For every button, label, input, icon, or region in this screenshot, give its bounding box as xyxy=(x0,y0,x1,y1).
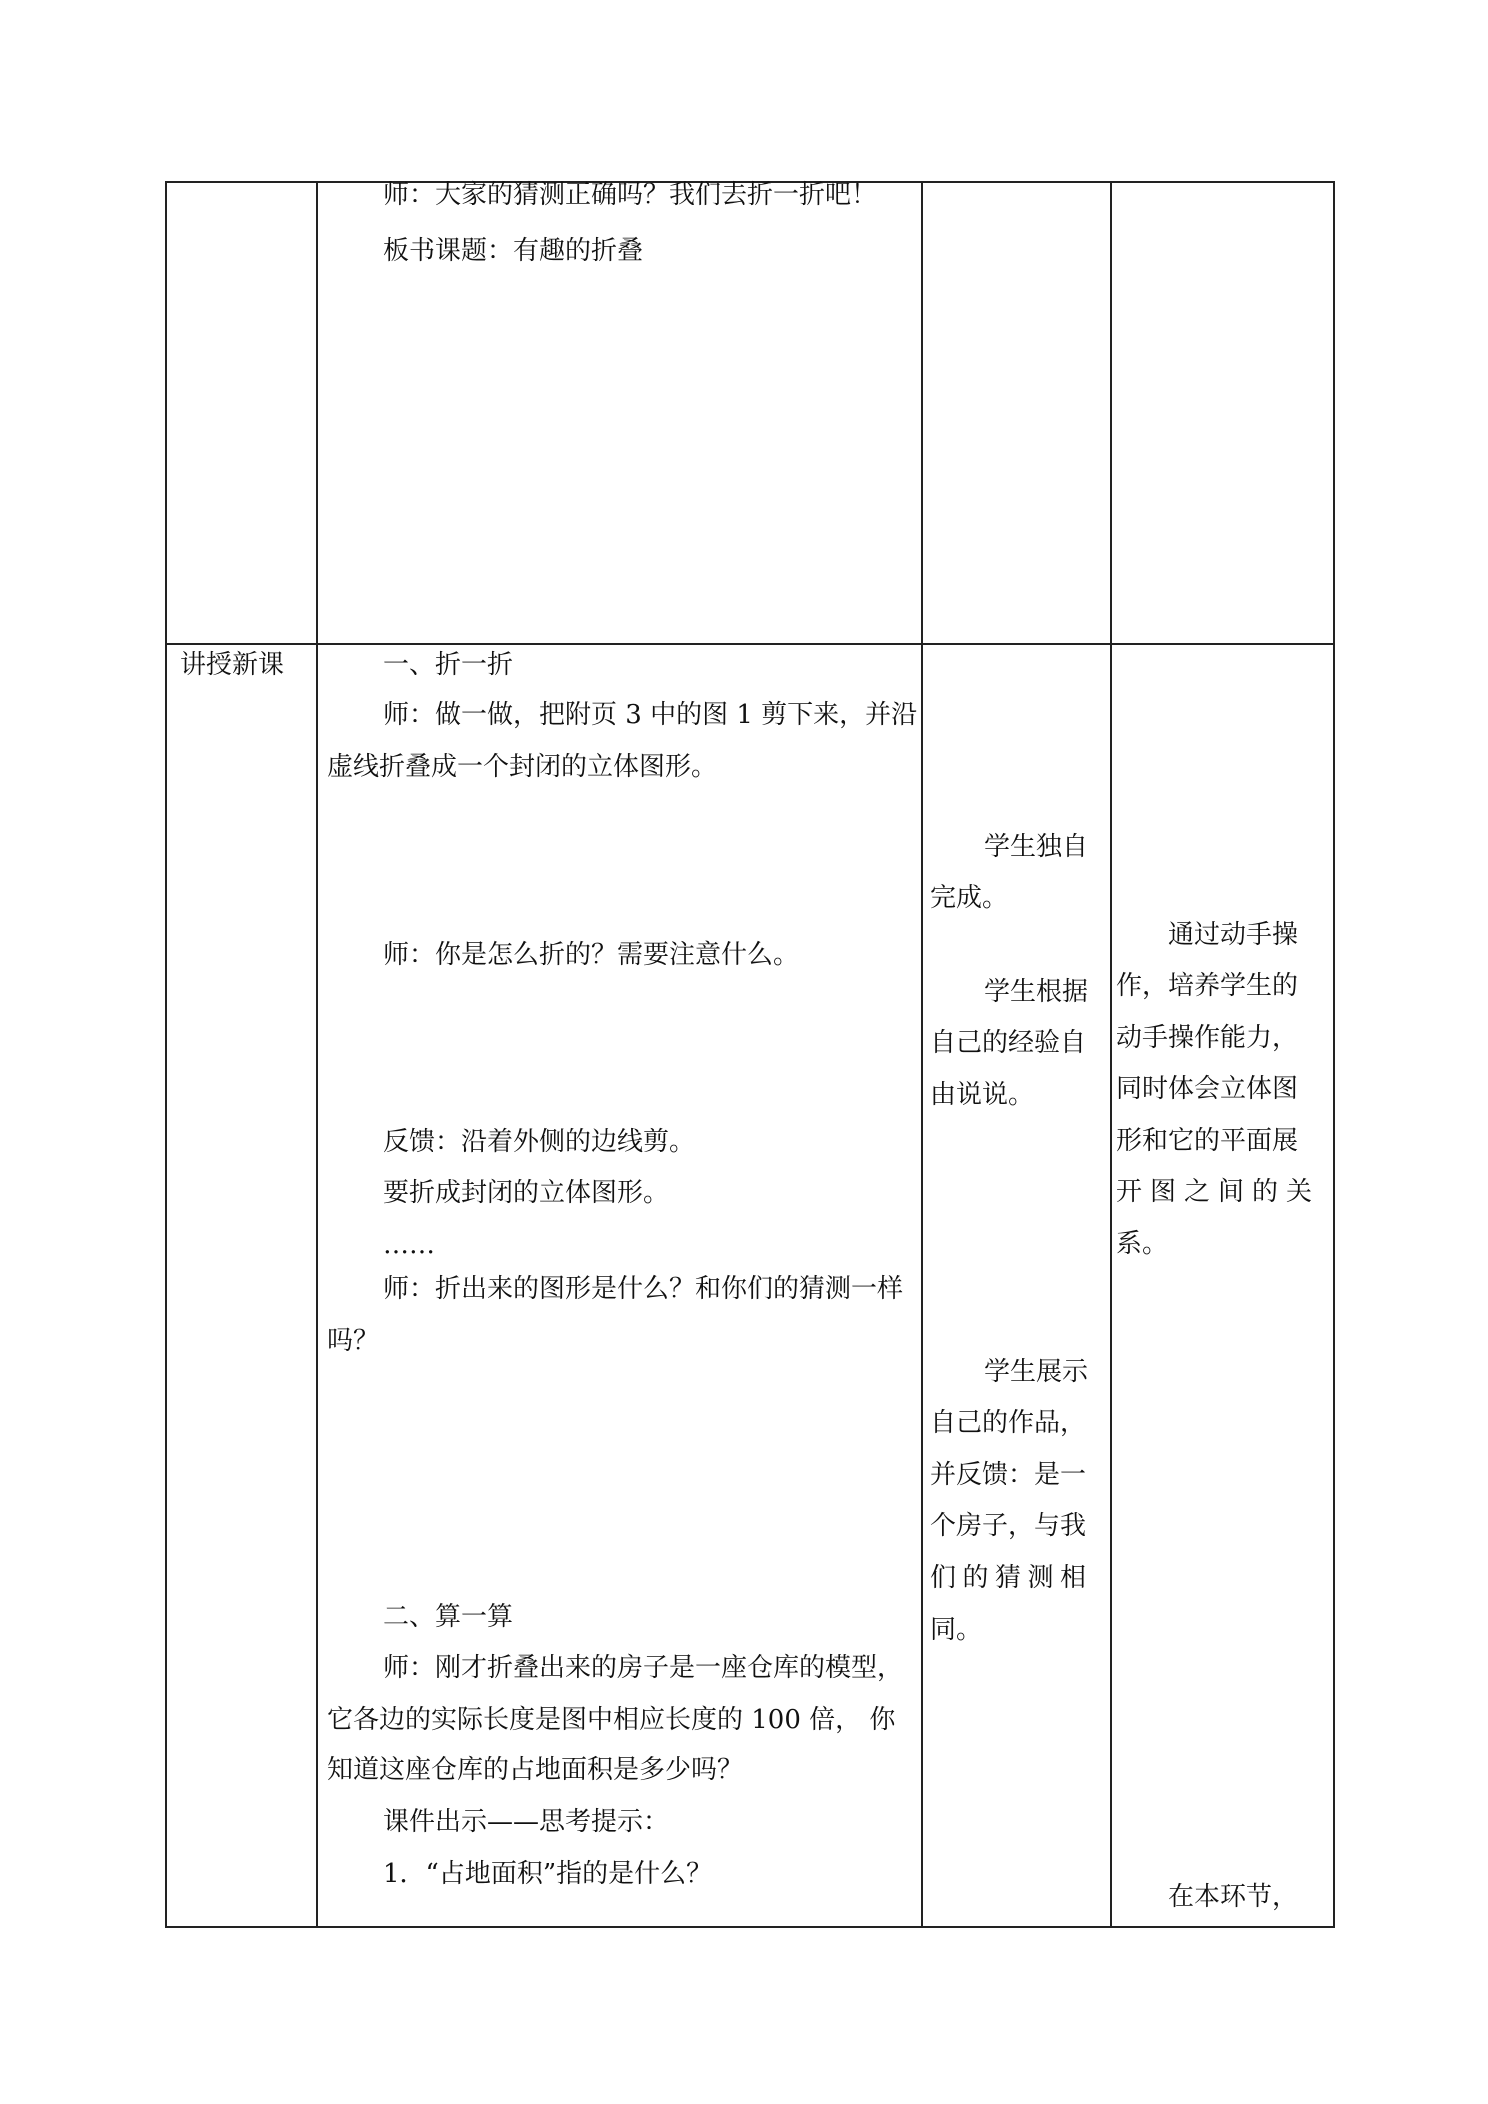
body-line: 师：折出来的图形是什么？和你们的猜测一样 xyxy=(383,1274,904,1304)
body-line: 反馈：沿着外侧的边线剪。 xyxy=(383,1127,696,1157)
design-intent-line: 开图之间的关 xyxy=(1116,1177,1312,1207)
student-activity-line: 同。 xyxy=(930,1615,983,1645)
design-intent-line: 系。 xyxy=(1116,1229,1169,1259)
student-activity-line: 学生独自 xyxy=(984,832,1089,862)
student-activity-line: 学生根据 xyxy=(984,977,1089,1007)
student-activity-line: 自己的作品， xyxy=(930,1408,1087,1438)
body-line: 要折成封闭的立体图形。 xyxy=(383,1178,670,1208)
design-intent-line: 形和它的平面展 xyxy=(1116,1126,1299,1156)
body-line: 师：做一做，把附页 3 中的图 1 剪下来，并沿 xyxy=(383,700,918,730)
design-intent-line: 在本环节， xyxy=(1168,1882,1299,1912)
design-intent-line: 动手操作能力， xyxy=(1116,1023,1299,1053)
design-intent-line: 同时体会立体图 xyxy=(1116,1074,1299,1104)
body-line: 吗？ xyxy=(327,1326,380,1356)
body-line: 它各边的实际长度是图中相应长度的 100 倍， 你 xyxy=(327,1705,896,1735)
design-intent-line: 作，培养学生的 xyxy=(1116,971,1299,1001)
student-activity-line: 完成。 xyxy=(930,883,1009,913)
column-divider-3 xyxy=(1110,183,1112,1926)
student-activity-line: 由说说。 xyxy=(930,1080,1035,1110)
section-heading-fold: 一、折一折 xyxy=(383,650,514,680)
body-line: 课件出示——思考提示： xyxy=(383,1807,670,1837)
design-intent-line: 通过动手操 xyxy=(1168,920,1299,950)
body-line: 知道这座仓库的占地面积是多少吗？ xyxy=(327,1755,744,1785)
column-divider-2 xyxy=(921,183,923,1926)
student-activity-line: 并反馈：是一 xyxy=(930,1460,1087,1490)
stage-label: 讲授新课 xyxy=(180,650,285,680)
section-heading-calc: 二、算一算 xyxy=(383,1602,514,1632)
body-line: 虚线折叠成一个封闭的立体图形。 xyxy=(327,752,718,782)
body-line: 师：刚才折叠出来的房子是一座仓库的模型， xyxy=(383,1653,904,1683)
student-activity-line: 学生展示 xyxy=(984,1357,1089,1387)
column-divider-1 xyxy=(316,183,318,1926)
student-activity-line: 们的猜测相 xyxy=(930,1563,1086,1593)
student-activity-line: 自己的经验自 xyxy=(930,1028,1087,1058)
board-title-line: 板书课题：有趣的折叠 xyxy=(383,236,644,266)
student-activity-line: 个房子，与我 xyxy=(930,1511,1087,1541)
body-line: …… xyxy=(383,1230,435,1260)
body-line: 1．“占地面积”指的是什么？ xyxy=(383,1859,713,1889)
teacher-line: 师：大家的猜测正确吗？我们去折一折吧！ xyxy=(383,180,878,210)
body-line: 师：你是怎么折的？需要注意什么。 xyxy=(383,940,800,970)
row-divider xyxy=(167,643,1333,645)
